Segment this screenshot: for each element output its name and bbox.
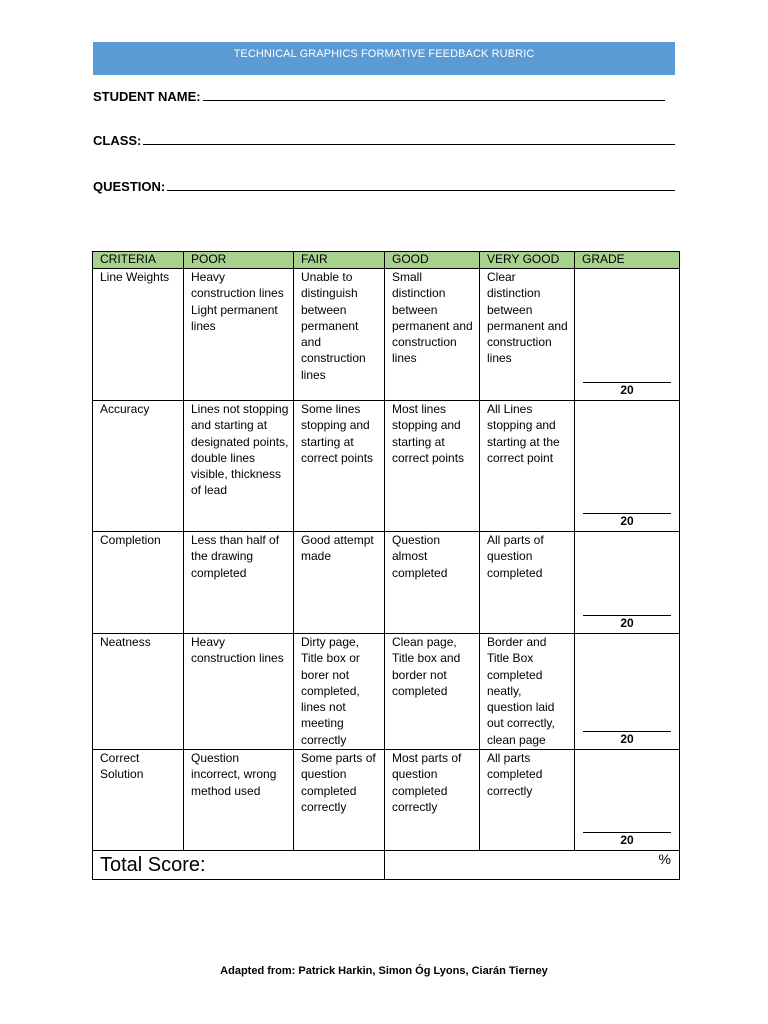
grade-max: 20 xyxy=(583,382,671,398)
question-field xyxy=(93,179,675,194)
good-cell: Clean page, Title box and border not completed xyxy=(385,634,480,750)
poor-cell: Heavy construction lines xyxy=(184,634,294,750)
good-cell: Small distinction between permanent and construction lines xyxy=(385,269,480,401)
total-score-label: Total Score: xyxy=(93,851,385,880)
poor-cell: Lines not stopping and starting at designated points, double lines visible, thickness of lead xyxy=(184,401,294,532)
fair-cell: Dirty page, Title box or borer not completed, lines not meeting correctly xyxy=(294,634,385,750)
poor-cell: Less than half of the drawing completed xyxy=(184,532,294,634)
header-grade: GRADE xyxy=(575,252,680,269)
student-name-field xyxy=(93,89,665,104)
attribution-credit: Adapted from: Patrick Harkin, Simon Óg Lyons, Ciarán Tierney xyxy=(220,965,548,977)
rubric-title-banner xyxy=(93,42,675,75)
student-name-blank xyxy=(203,100,665,101)
good-cell: Most parts of question completed correctly xyxy=(385,750,480,851)
grade-max: 20 xyxy=(583,615,671,631)
fair-cell: Good attempt made xyxy=(294,532,385,634)
criteria-cell: Line Weights xyxy=(93,269,184,401)
very-good-cell: Clear distinction between permanent and construction lines xyxy=(480,269,575,401)
fair-cell: Some lines stopping and starting at correct points xyxy=(294,401,385,532)
fair-cell: Unable to distinguish between permanent and construction lines xyxy=(294,269,385,401)
header-poor: POOR xyxy=(184,252,294,269)
table-row xyxy=(93,269,680,401)
criteria-cell: Correct Solution xyxy=(93,750,184,851)
good-cell: Question almost completed xyxy=(385,532,480,634)
class-blank xyxy=(143,144,675,145)
table-row xyxy=(93,634,680,750)
grade-cell xyxy=(575,401,680,532)
criteria-cell: Completion xyxy=(93,532,184,634)
rubric-table xyxy=(92,251,680,880)
class-field xyxy=(93,133,675,148)
fair-cell: Some parts of question completed correctly xyxy=(294,750,385,851)
table-row xyxy=(93,401,680,532)
header-good: GOOD xyxy=(385,252,480,269)
criteria-cell: Accuracy xyxy=(93,401,184,532)
very-good-cell: Border and Title Box completed neatly, question laid out correctly, clean page xyxy=(480,634,575,750)
grade-max: 20 xyxy=(583,832,671,848)
question-label: QUESTION: xyxy=(93,179,166,194)
total-score-percent: % xyxy=(385,851,680,880)
class-label: CLASS: xyxy=(93,133,142,148)
header-very-good: VERY GOOD xyxy=(480,252,575,269)
student-name-label: STUDENT NAME: xyxy=(93,89,201,104)
header-fair: FAIR xyxy=(294,252,385,269)
good-cell: Most lines stopping and starting at correct points xyxy=(385,401,480,532)
very-good-cell: All parts completed correctly xyxy=(480,750,575,851)
rubric-title: TECHNICAL GRAPHICS FORMATIVE FEEDBACK RUBRIC xyxy=(233,48,535,60)
question-blank xyxy=(167,190,675,191)
very-good-cell: All Lines stopping and starting at the correct point xyxy=(480,401,575,532)
grade-cell xyxy=(575,634,680,750)
header-row xyxy=(93,252,680,269)
poor-cell: Question incorrect, wrong method used xyxy=(184,750,294,851)
very-good-cell: All parts of question completed xyxy=(480,532,575,634)
grade-cell xyxy=(575,532,680,634)
total-row xyxy=(93,851,680,880)
table-row xyxy=(93,532,680,634)
grade-cell xyxy=(575,750,680,851)
header-criteria: CRITERIA xyxy=(93,252,184,269)
poor-cell: Heavy construction lines Light permanent lines xyxy=(184,269,294,401)
table-row xyxy=(93,750,680,851)
grade-cell xyxy=(575,269,680,401)
criteria-cell: Neatness xyxy=(93,634,184,750)
grade-max: 20 xyxy=(583,731,671,747)
grade-max: 20 xyxy=(583,513,671,529)
